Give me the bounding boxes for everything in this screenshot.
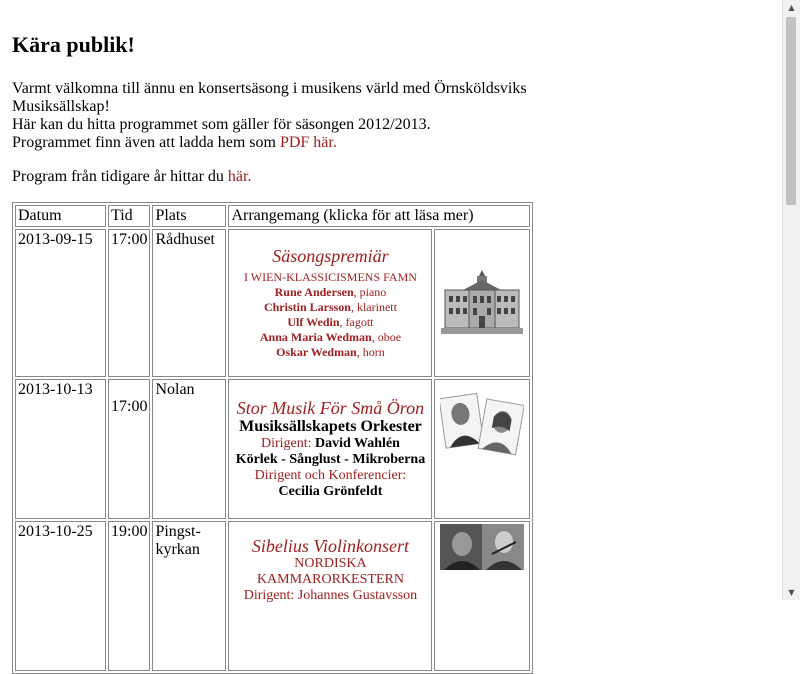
previous-programs: [12, 168, 782, 186]
previous-programs-link[interactable]: här.: [227, 168, 252, 185]
intro-line-1: Varmt välkomna till ännu en konsertsäsong i musikens värld med Örnsköldsviks Musiksällskap!: [12, 80, 527, 115]
header-time: Tid: [108, 205, 150, 227]
event-image-cell[interactable]: [434, 229, 530, 377]
event-host-label: Dirigent och Konferencier:: [254, 468, 407, 483]
event-title[interactable]: Stor Musik För Små Öron: [236, 398, 425, 418]
event-subtitle-2: KAMMARORKESTERN: [256, 572, 404, 587]
program-table: [12, 202, 533, 674]
row-time: 17:00: [108, 379, 150, 519]
table-row: [15, 229, 530, 377]
row-time: 19:00: [108, 521, 150, 671]
intro-line-2: Här kan du hitta programmet som gäller för säsongen 2012/2013.: [12, 116, 431, 133]
scroll-up-arrow-icon[interactable]: ▲: [788, 3, 795, 12]
scroll-down-arrow-icon[interactable]: ▼: [788, 588, 795, 597]
page-content: [12, 0, 782, 674]
performer: Anna Maria Wedman, oboe: [259, 330, 402, 344]
event-subtitle: I WIEN-KLASSICISMENS FAMN: [244, 270, 417, 284]
row-place: Pingst-kyrkan: [152, 521, 226, 671]
pdf-link[interactable]: PDF här.: [279, 134, 337, 151]
event-title[interactable]: Säsongspremiär: [272, 246, 389, 266]
intro-line-3: Programmet finn även att ladda hem som: [12, 134, 280, 151]
header-event: Arrangemang (klicka för att läsa mer): [228, 205, 530, 227]
performer: Ulf Wedin, fagott: [287, 315, 374, 329]
event-program: Körlek - Sånglust - Mikroberna: [235, 452, 426, 467]
portraits-image[interactable]: [440, 390, 524, 460]
table-row: [15, 521, 530, 671]
vertical-scrollbar[interactable]: [782, 0, 800, 600]
intro-text: [12, 80, 542, 152]
page-title: Kära publik!: [12, 32, 135, 57]
performer: Oskar Wedman, horn: [276, 345, 385, 359]
performer: Rune Andersen, piano: [274, 285, 387, 299]
row-date: 2013-09-15: [15, 229, 106, 377]
event-conductor: Dirigent: David Wahlén: [260, 436, 400, 451]
performer: Christin Larsson, klarinett: [263, 300, 397, 314]
previous-text: Program från tidigare år hittar du: [12, 168, 228, 185]
event-image-cell[interactable]: [434, 521, 530, 671]
event-subtitle-1: NORDISKA: [294, 556, 367, 571]
event-image-cell[interactable]: [434, 379, 530, 519]
event-host: Cecilia Grönfeldt: [278, 484, 383, 499]
table-row: [15, 379, 530, 519]
row-date: 2013-10-25: [15, 521, 106, 671]
event-cell[interactable]: [228, 521, 432, 671]
row-time: 17:00: [108, 229, 150, 377]
musicians-image[interactable]: [440, 524, 524, 570]
event-cell[interactable]: [228, 229, 432, 377]
event-cell[interactable]: [228, 379, 432, 519]
row-date: 2013-10-13: [15, 379, 106, 519]
town-hall-image[interactable]: [441, 268, 523, 334]
row-place: Nolan: [152, 379, 226, 519]
header-date: Datum: [15, 205, 106, 227]
header-place: Plats: [152, 205, 226, 227]
scrollbar-thumb[interactable]: [786, 17, 796, 205]
event-title[interactable]: Sibelius Violinkonsert: [251, 536, 410, 556]
event-conductor-partial: Dirigent: Johannes Gustavsson: [243, 588, 418, 603]
event-ensemble: Musiksällskapets Orkester: [239, 418, 422, 435]
row-place: Rådhuset: [152, 229, 226, 377]
table-header-row: [15, 205, 530, 227]
